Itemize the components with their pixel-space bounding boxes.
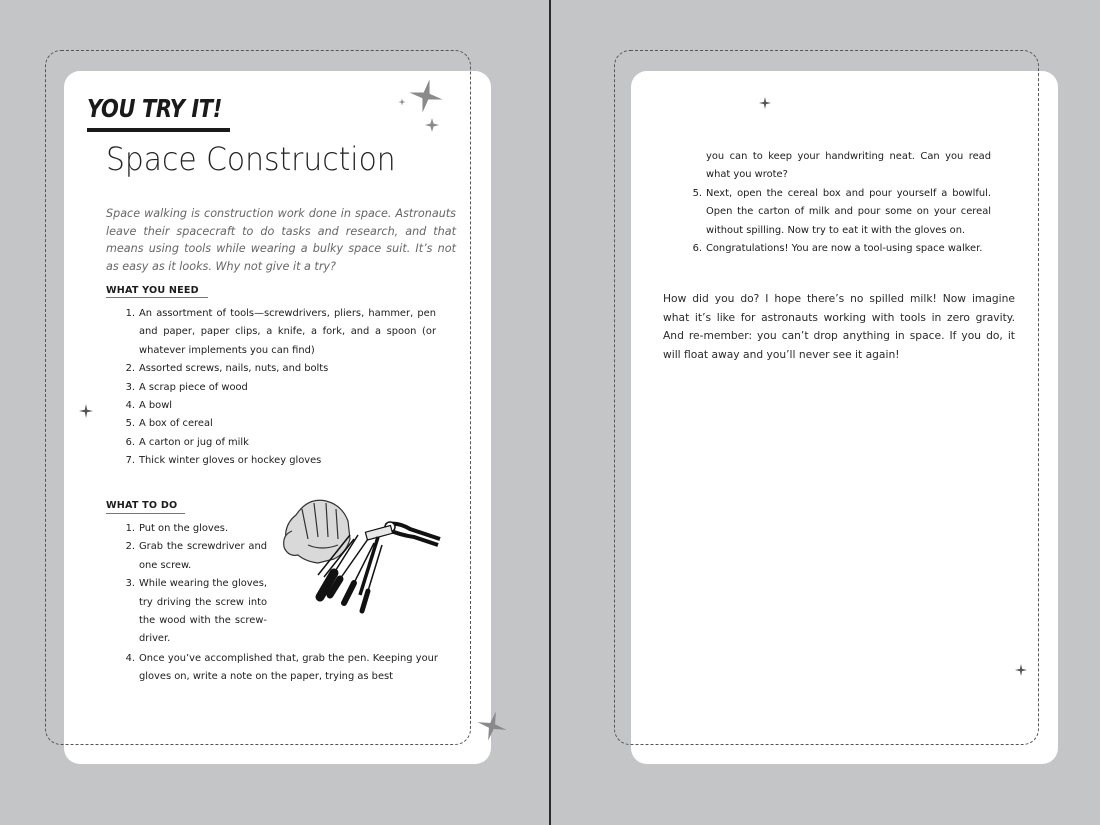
what-to-do-list-continued [122,650,438,687]
star-icon [408,78,444,114]
what-you-need-list [122,305,436,471]
gloves-and-tools-illustration [278,495,443,620]
list-item [122,434,436,452]
list-item-number: 3. [125,381,135,393]
star-icon [398,98,406,106]
closing-paragraph: How did you do? I hope there’s no spilled milk! Now imagine what it’s like for astronauts working with tools in zero gravity. And re-member: you can’t drop anything in space. If you do, it will float away and you’ll never see it again! [663,292,1015,361]
heading-rule [106,513,185,514]
star-icon [78,403,94,419]
what-you-need-heading: WHAT YOU NEED [106,285,199,296]
list-item [122,520,267,538]
heading-rule [106,297,208,298]
left-page [0,0,549,825]
list-item-text: Next, open the cereal box and pour yourself a bowlful. Open the carton of milk and pour some on your cereal without spilling. Now try to eat it with the gloves on. [706,187,991,236]
list-item [122,305,436,360]
list-item-text: Congratulations! You are now a tool-using space walker. [706,243,983,255]
section-tag-underline [87,128,230,132]
list-item-text: you can to keep your handwriting neat. Can you read what you wrote? [706,151,991,181]
list-item-number: 5. [692,187,702,199]
star-icon [1014,663,1028,677]
list-item-text: While wearing the gloves, try driving the screw into the wood with the screw-driver. [139,578,267,645]
section-tag: YOU TRY IT! [87,94,222,123]
list-item [689,148,991,185]
list-item-text: A scrap piece of wood [139,381,248,393]
list-item-text: An assortment of tools—screwdrivers, pliers, hammer, pen and paper, paper clips, a knife, a fork, and a spoon (or whatever implements you can find) [139,308,436,356]
page-title: Space Construction [106,140,396,178]
list-item-text: Put on the gloves. [139,523,229,534]
list-item-number: 5. [125,418,135,430]
star-icon [758,96,772,110]
list-item-text: A box of cereal [139,418,213,430]
list-item-number: 4. [125,653,135,664]
list-item [122,575,267,649]
list-item [122,452,436,470]
list-item-number: 2. [125,363,135,375]
what-to-do-heading: WHAT TO DO [106,500,178,511]
list-item-number: 4. [125,400,135,412]
star-icon [424,117,440,133]
right-page [551,0,1100,825]
list-item-number: 3. [125,578,135,590]
list-item [122,538,267,575]
list-item-number: 1. [125,523,135,534]
what-to-do-list [122,520,267,649]
list-item-number: 7. [125,455,135,467]
list-item-number: 6. [125,436,135,448]
list-item-text: Assorted screws, nails, nuts, and bolts [139,363,329,375]
list-item-number: 6. [692,243,702,255]
list-item [122,397,436,415]
intro-paragraph: Space walking is construction work done in space. Astronauts leave their spacecraft to do tasks and research, and that means using tools while wearing a bulky space suit. It’s not as easy as it looks. Why not give it a try? [106,207,456,273]
list-item-text: Once you’ve accomplished that, grab the pen. Keeping your gloves on, write a note on the paper, trying as best [139,653,438,683]
list-item-text: A carton or jug of milk [139,436,249,448]
list-item [122,379,436,397]
list-item-text: A bowl [139,400,173,412]
star-icon [476,710,508,742]
list-item [122,360,436,378]
list-item [122,415,436,433]
list-item [689,185,991,240]
list-item-number: 2. [125,541,135,553]
list-item-text: Grab the screwdriver and one screw. [139,541,267,571]
list-item [689,240,991,258]
list-item-number: 1. [125,308,135,319]
list-item [122,650,438,687]
list-item-text: Thick winter gloves or hockey gloves [139,455,322,467]
what-to-do-list-continued [689,148,991,258]
